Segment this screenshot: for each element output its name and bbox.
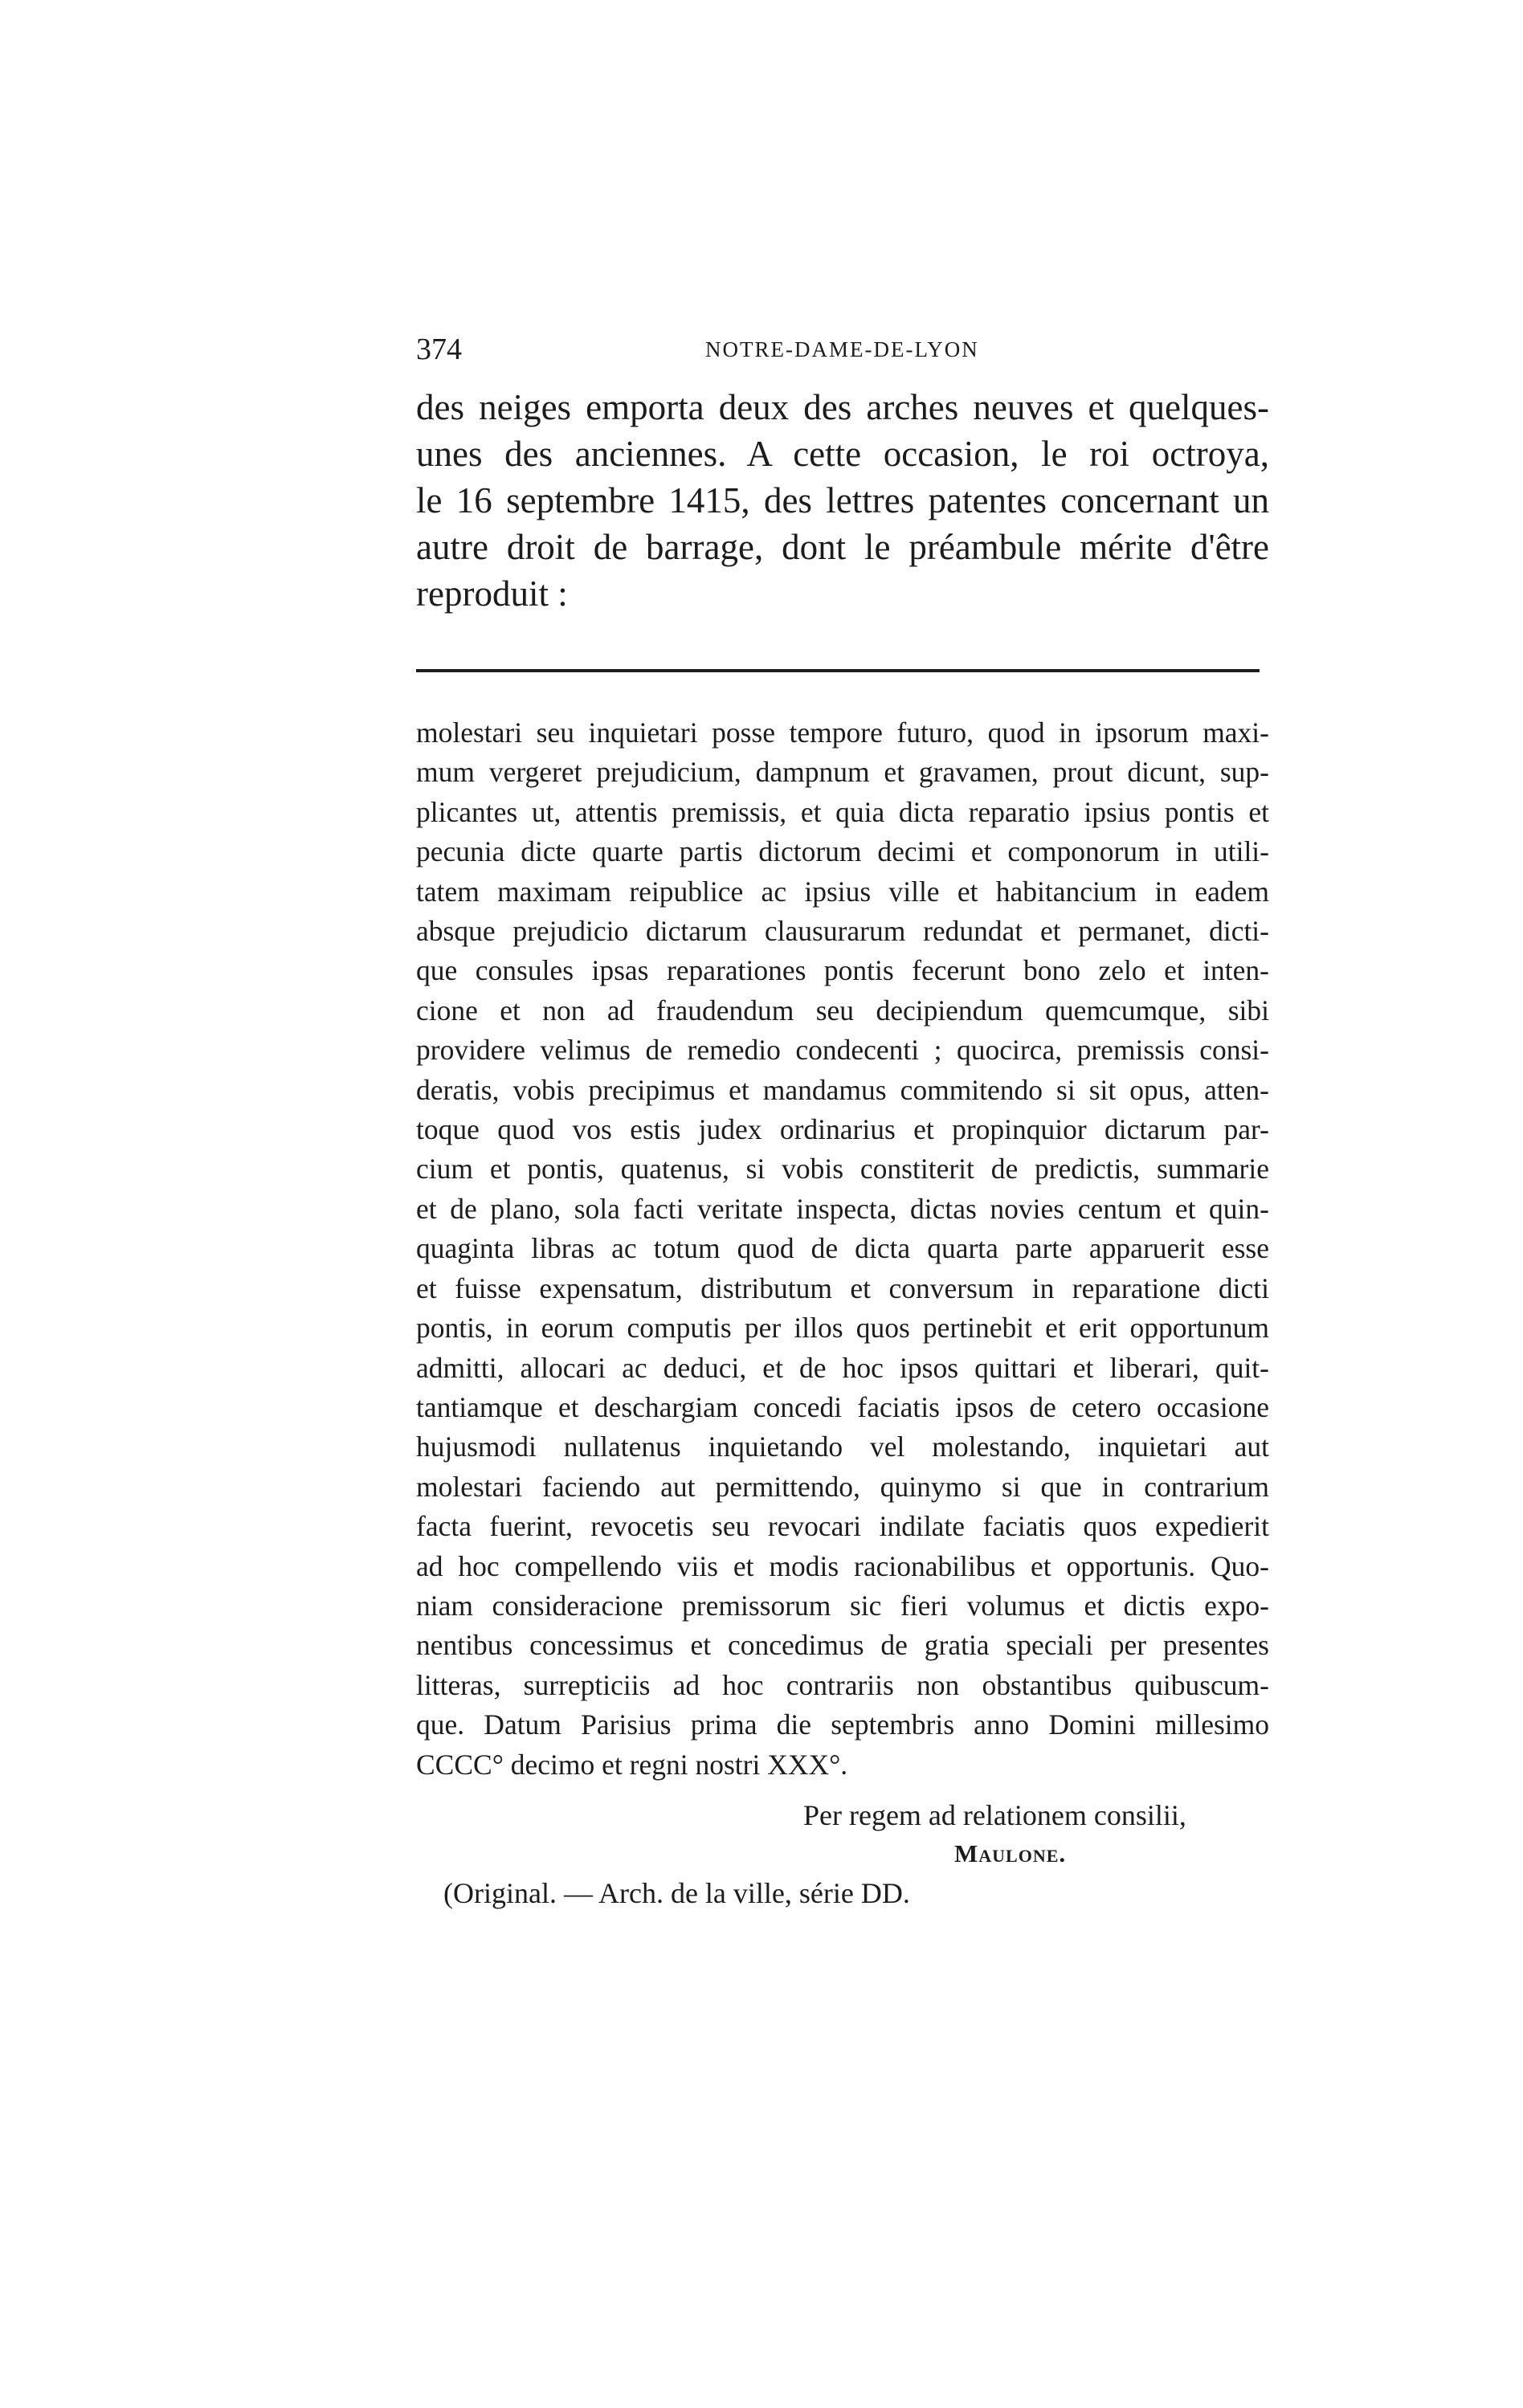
source-citation: (Original. — Arch. de la ville, série DD. bbox=[443, 1877, 910, 1909]
signature-name: Maulone. bbox=[954, 1839, 1067, 1867]
quote-line: niam consideracione premissorum sic fieri volumus et dictis expo- bbox=[416, 1589, 1269, 1622]
quote-line: pecunia dicte quarte partis dictorum decimi et componorum in utili- bbox=[416, 835, 1269, 868]
quote-line: cione et non ad fraudendum seu decipiendum quemcumque, sibi bbox=[416, 994, 1269, 1026]
running-title: NOTRE-DAME-DE-LYON bbox=[705, 337, 979, 361]
intro-line: le 16 septembre 1415, des lettres patentes concernant un bbox=[416, 480, 1269, 520]
quote-line: quaginta libras ac totum quod de dicta quarta parte apparuerit esse bbox=[416, 1232, 1269, 1265]
intro-line: des neiges emporta deux des arches neuves et quelques- bbox=[416, 387, 1269, 427]
intro-line: autre droit de barrage, dont le préambule mérite d'être bbox=[416, 527, 1269, 567]
quote-line: et fuisse expensatum, distributum et conversum in reparatione dicti bbox=[416, 1271, 1269, 1304]
quote-line: CCCC° decimo et regni nostri XXX°. bbox=[416, 1748, 848, 1781]
quote-line: que. Datum Parisius prima die septembris anno Domini millesimo bbox=[416, 1708, 1269, 1741]
intro-line: unes des anciennes. A cette occasion, le roi octroya, bbox=[416, 434, 1269, 474]
quote-line: pontis, in eorum computis per illos quos pertinebit et erit opportunum bbox=[416, 1312, 1269, 1345]
quote-line: mum vergeret prejudicium, dampnum et gravamen, prout dicunt, sup- bbox=[416, 756, 1269, 789]
quote-line: deratis, vobis precipimus et mandamus commitendo si sit opus, atten- bbox=[416, 1073, 1269, 1106]
intro-line: reproduit : bbox=[416, 573, 568, 614]
latin-quotation bbox=[416, 713, 1269, 1785]
separator-rule bbox=[416, 669, 1260, 672]
quote-line: toque quod vos estis judex ordinarius et propinquior dictarum par- bbox=[416, 1113, 1269, 1146]
quote-line: absque prejudicio dictarum clausurarum redundat et permanet, dicti- bbox=[416, 915, 1269, 948]
quote-line: ad hoc compellendo viis et modis racionabilibus et opportunis. Quo- bbox=[416, 1549, 1269, 1582]
signoff-line: Per regem ad relationem consilii, bbox=[803, 1799, 1186, 1831]
quote-line: tantiamque et deschargiam concedi faciatis ipsos de cetero occasione bbox=[416, 1390, 1269, 1423]
quote-line: que consules ipsas reparationes pontis fecerunt bono zelo et inten- bbox=[416, 954, 1269, 987]
quote-line: admitti, allocari ac deduci, et de hoc ipsos quittari et liberari, quit- bbox=[416, 1351, 1269, 1384]
intro-paragraph bbox=[416, 384, 1269, 617]
quote-line: cium et pontis, quatenus, si vobis constiterit de predictis, summarie bbox=[416, 1153, 1269, 1186]
quote-line: molestari seu inquietari posse tempore futuro, quod in ipsorum maxi- bbox=[416, 716, 1269, 749]
quote-line: providere velimus de remedio condecenti ; quocirca, premissis consi- bbox=[416, 1034, 1269, 1067]
quote-line: hujusmodi nullatenus inquietando vel molestando, inquietari aut bbox=[416, 1431, 1269, 1463]
quote-line: facta fuerint, revocetis seu revocari indilate faciatis quos expedierit bbox=[416, 1510, 1269, 1543]
quote-line: et de plano, sola facti veritate inspecta, dictas novies centum et quin- bbox=[416, 1192, 1269, 1225]
page-number: 374 bbox=[416, 333, 462, 366]
quote-line: nentibus concessimus et concedimus de gratia speciali per presentes bbox=[416, 1629, 1269, 1662]
quote-line: tatem maximam reipublice ac ipsius ville et habitancium in eadem bbox=[416, 875, 1269, 908]
quote-line: litteras, surrepticiis ad hoc contrariis non obstantibus quibuscum- bbox=[416, 1668, 1269, 1701]
quote-line: plicantes ut, attentis premissis, et quia dicta reparatio ipsius pontis et bbox=[416, 795, 1269, 828]
page-header bbox=[416, 329, 1251, 369]
quote-line: molestari faciendo aut permittendo, quinymo si que in contrarium bbox=[416, 1470, 1269, 1503]
